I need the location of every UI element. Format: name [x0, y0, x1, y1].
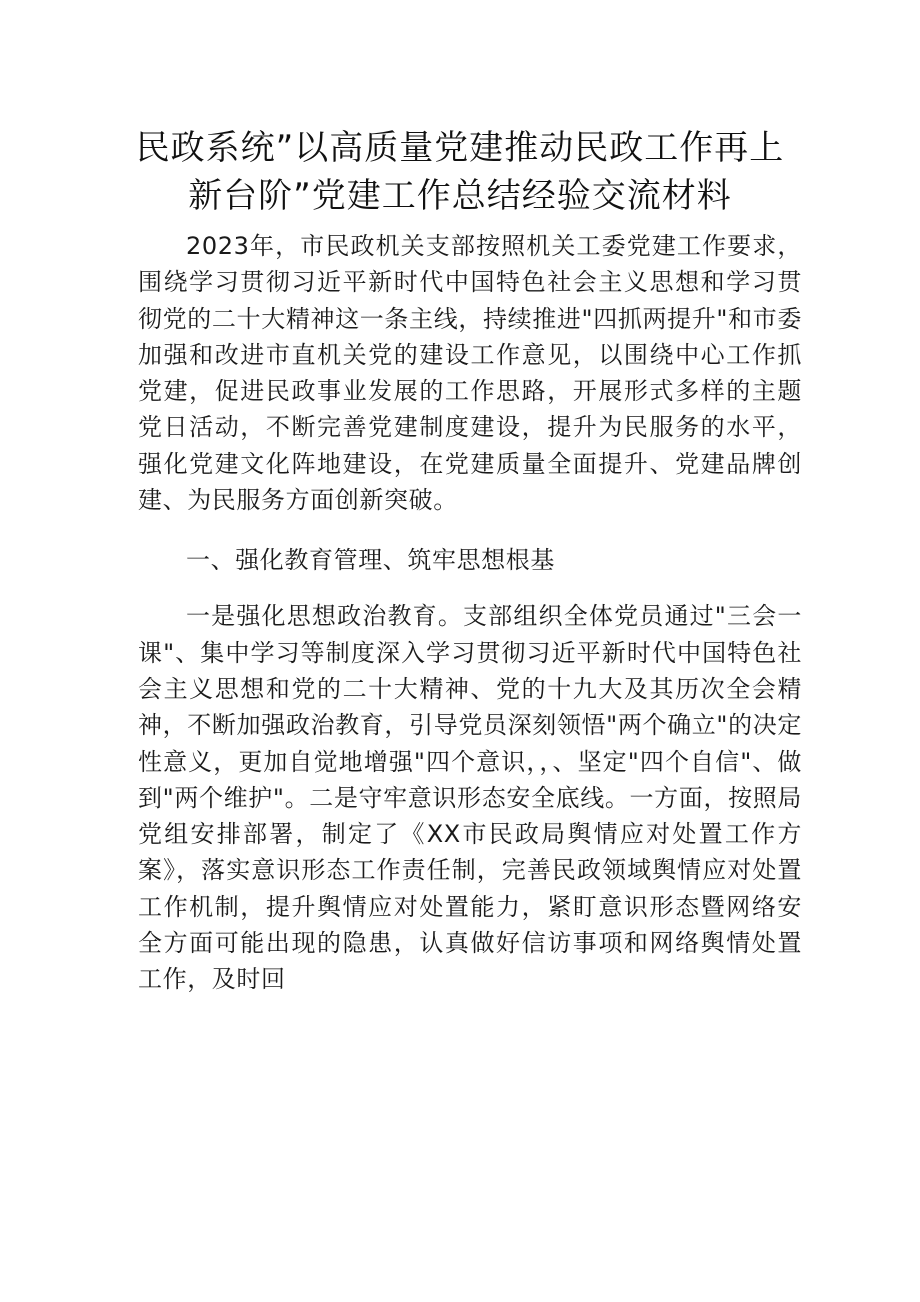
title-line-2: 新台阶”党建工作总结经验交流材料 — [188, 176, 732, 216]
section-1-heading: 一、强化教育管理、筑牢思想根基 — [186, 546, 555, 575]
document-title — [120, 124, 800, 220]
section-1-paragraph: 一是强化思想政治教育。支部组织全体党员通过"三会一课"、集中学习等制度深入学习贯彻习近平新时代中国特色社会主义思想和党的二十大精神、党的十九大及其历次全会精神，不断加强政治教育，引导党员深刻领悟"两个确立"的决定性意义，更加自觉地增强"四个意识，，、坚定"四个自信"、做到"两个维护"。二是守牢意识形态安全底线。一方面，按照局党组安排部署，制定了《XX市民政局舆情应对处置工作方案》，落实意识形态工作责任制，完善民政领域舆情应对处置工作机制，提升舆情应对处置能力，紧盯意识形态暨网络安全方面可能出现的隐患，认真做好信访事项和网络舆情处置工作，及时回 — [138, 602, 802, 994]
title-line-1: 民政系统”以高质量党建推动民政工作再上 — [135, 128, 785, 168]
document-body — [138, 228, 802, 998]
intro-paragraph: 2023年，市民政机关支部按照机关工委党建工作要求，围绕学习贯彻习近平新时代中国特色社会主义思想和学习贯彻党的二十大精神这一条主线，持续推进"四抓两提升"和市委加强和改进市直机关党的建设工作意见，以围绕中心工作抓党建，促进民政事业发展的工作思路，开展形式多样的主题党日活动，不断完善党建制度建设，提升为民服务的水平，强化党建文化阵地建设，在党建质量全面提升、党建品牌创建、为民服务方面创新突破。 — [138, 232, 802, 515]
